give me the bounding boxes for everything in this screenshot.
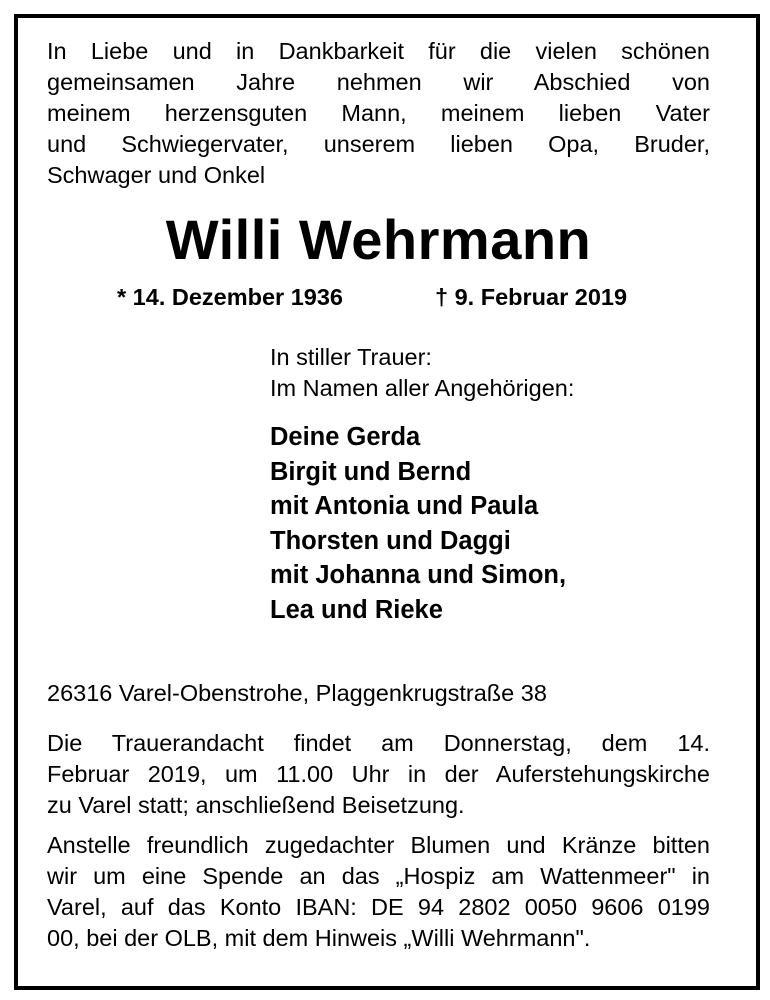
donation-line: Varel, auf das Konto IBAN: DE 94 2802 0050 9606 0199 <box>47 894 710 920</box>
family-list <box>270 420 566 627</box>
intro-line: gemeinsamen Jahre nehmen wir Abschied von <box>47 69 710 95</box>
family-member: mit Antonia und Paula <box>270 492 539 520</box>
donation-line: Anstelle freundlich zugedachter Blumen und Kränze bitten <box>47 832 710 858</box>
intro-line: und Schwiegervater, unserem lieben Opa, Bruder, <box>47 131 710 157</box>
intro-line: In Liebe und in Dankbarkeit für die vielen schönen <box>47 38 710 64</box>
mourning-line: Im Namen aller Angehörigen: <box>270 375 575 401</box>
intro-text <box>47 36 710 191</box>
family-member: Deine Gerda <box>270 423 421 451</box>
deceased-name: Willi Wehrmann <box>165 208 592 271</box>
mourning-heading <box>270 342 574 404</box>
donation-line: wir um eine Spende an das „Hospiz am Wattenmeer" in <box>47 863 710 889</box>
death-date: † 9. Februar 2019 <box>435 284 628 310</box>
family-member: mit Johanna und Simon, <box>270 561 567 589</box>
donation-line: 00, bei der OLB, mit dem Hinweis „Willi Wehrmann". <box>47 925 591 951</box>
service-line: zu Varel statt; anschließend Beisetzung. <box>47 792 465 818</box>
intro-line: meinem herzensguten Mann, meinem lieben Vater <box>47 100 710 126</box>
intro-line: Schwager und Onkel <box>47 162 266 188</box>
service-line: Februar 2019, um 11.00 Uhr in der Auferstehungskirche <box>47 761 710 787</box>
service-line: Die Trauerandacht findet am Donnerstag, dem 14. <box>47 730 710 756</box>
family-member: Thorsten und Daggi <box>270 526 511 555</box>
obituary-notice <box>47 36 710 951</box>
birth-date: * 14. Dezember 1936 <box>117 284 344 310</box>
service-info <box>47 728 710 821</box>
address: 26316 Varel-Obenstrohe, Plaggenkrugstraße 38 <box>47 680 547 706</box>
mourning-line: In stiller Trauer: <box>270 344 432 370</box>
family-member: Lea und Rieke <box>270 595 443 624</box>
family-member: Birgit und Bernd <box>270 457 472 486</box>
donation-info <box>47 830 710 954</box>
